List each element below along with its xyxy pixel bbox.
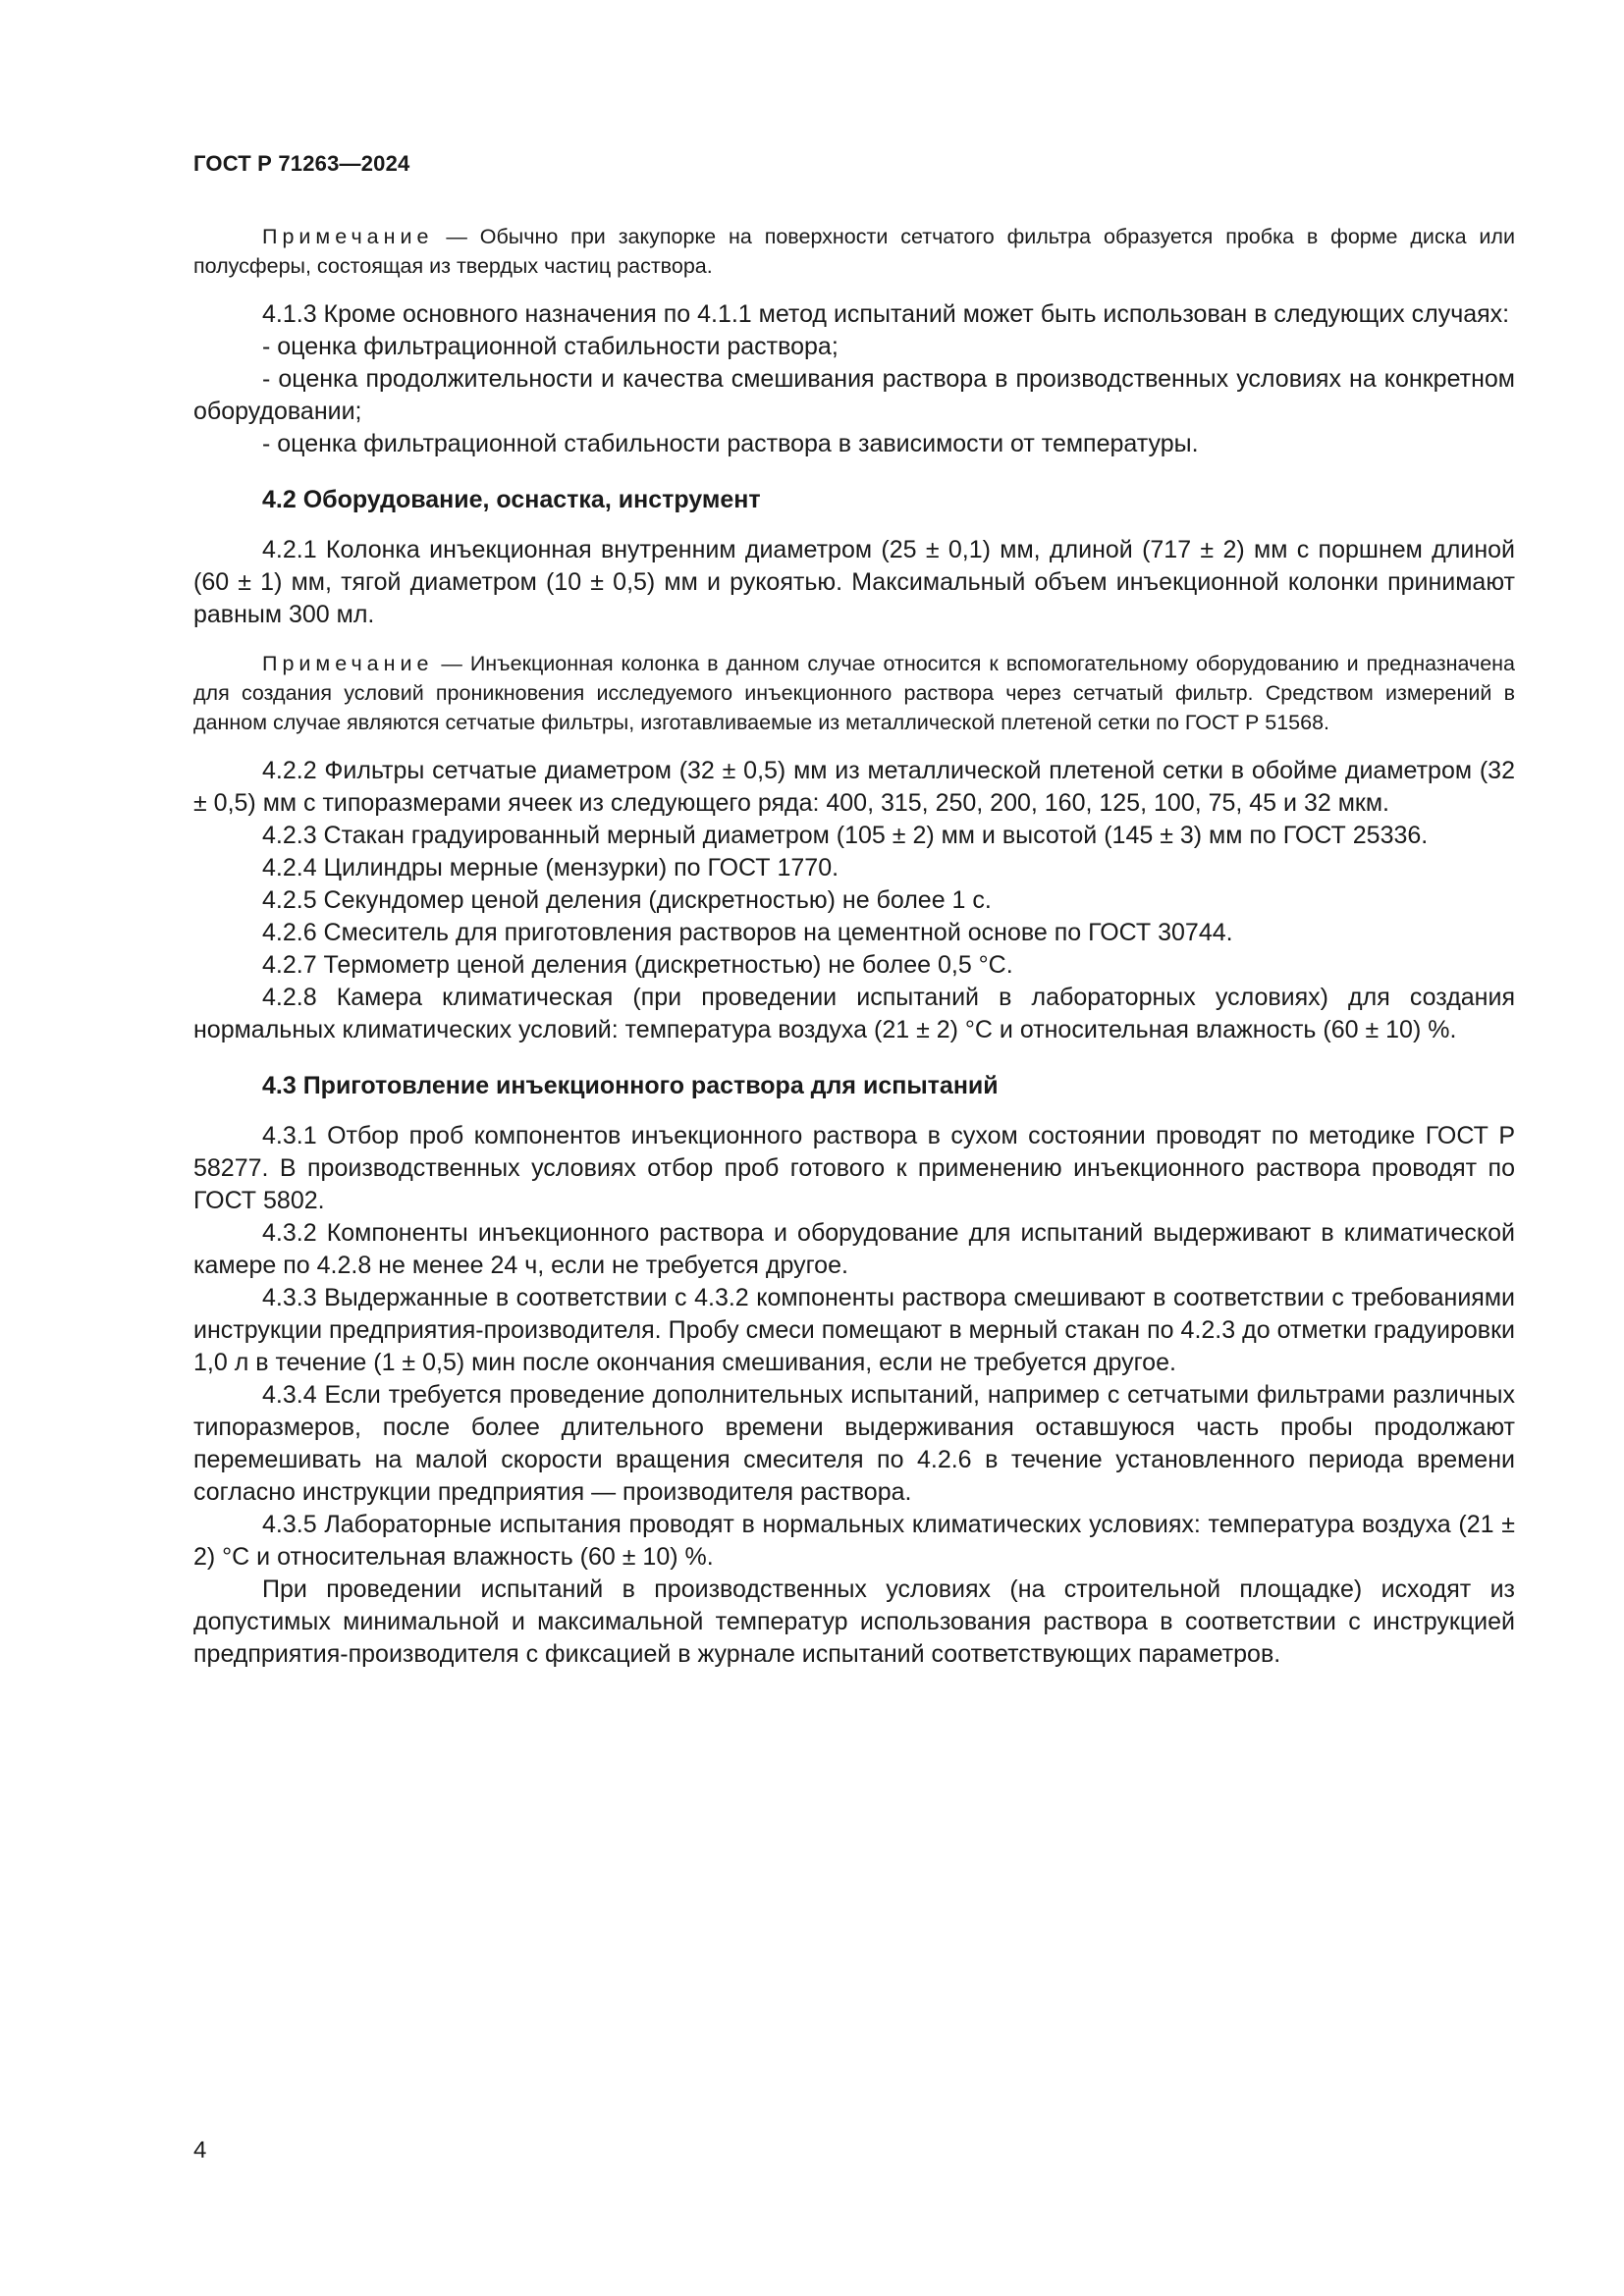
page-number: 4 bbox=[193, 2137, 207, 2163]
paragraph-4-3-2: 4.3.2 Компоненты инъекционного раствора и оборудование для испытаний выдерживают в климатической камере по 4.2.8 не менее 24 ч, если не требуется другое. bbox=[193, 1219, 1515, 1279]
note-paragraph bbox=[193, 649, 1515, 737]
paragraph-4-1-3: 4.1.3 Кроме основного назначения по 4.1.1 метод испытаний может быть использован в следующих случаях: bbox=[262, 300, 1510, 328]
note-text: — Инъекционная колонка в данном случае относится к вспомогательному оборудованию и предназначена для создания условий проникновения исследуемого инъекционного раствора через сетчатый фильтр. Средством измерений в данном случае являются сетчатые фильтры, изготавливаемые из металлической плетеной сетки по ГОСТ Р 51568. bbox=[193, 652, 1515, 734]
list-item: - оценка фильтрационной стабильности раствора в зависимости от температуры. bbox=[262, 430, 1199, 457]
paragraph-4-2-8: 4.2.8 Камера климатическая (при проведении испытаний в лабораторных условиях) для создания нормальных климатических условий: температура воздуха (21 ± 2) °С и относительная влажность (60 ± 10) %. bbox=[193, 984, 1515, 1043]
section-heading-4-3: 4.3 Приготовление инъекционного раствора для испытаний bbox=[262, 1072, 999, 1099]
note-paragraph bbox=[193, 222, 1515, 281]
paragraph-4-2-1: 4.2.1 Колонка инъекционная внутренним диаметром (25 ± 0,1) мм, длиной (717 ± 2) мм с поршнем длиной (60 ± 1) мм, тягой диаметром (10 ± 0,5) мм и рукоятью. Максимальный объем инъекционной колонки принимают равным 300 мл. bbox=[193, 536, 1515, 628]
document-header: ГОСТ Р 71263—2024 bbox=[193, 151, 410, 176]
paragraph-4-3-3: 4.3.3 Выдержанные в соответствии с 4.3.2 компоненты раствора смешивают в соответствии с требованиями инструкции предприятия-производителя. Пробу смеси помещают в мерный стакан по 4.2.3 до отметки градуировки 1,0 л в течение (1 ± 0,5) мин после окончания смешивания, если не требуется другое. bbox=[193, 1284, 1515, 1376]
paragraph-4-2-2: 4.2.2 Фильтры сетчатые диаметром (32 ± 0,5) мм из металлической плетеной сетки в обойме диаметром (32 ± 0,5) мм с типоразмерами ячеек из следующего ряда: 400, 315, 250, 200, 160, 125, 100, 75, 45 и 32 мкм. bbox=[193, 757, 1515, 817]
list-item: - оценка продолжительности и качества смешивания раствора в производственных условиях на конкретном оборудовании; bbox=[193, 365, 1515, 425]
note-text: — Обычно при закупорке на поверхности сетчатого фильтра образуется пробка в форме диска или полусферы, состоящая из твердых частиц раствора. bbox=[193, 225, 1515, 278]
note-label: Примечание bbox=[262, 225, 434, 248]
paragraph-4-3-4: 4.3.4 Если требуется проведение дополнительных испытаний, например с сетчатыми фильтрами различных типоразмеров, после более длительного времени выдерживания оставшуюся часть пробы продолжают перемешивать на малой скорости вращения смесителя по 4.2.6 в течение установленного периода времени согласно инструкции предприятия — производителя раствора. bbox=[193, 1381, 1515, 1506]
list-item: - оценка фильтрационной стабильности раствора; bbox=[262, 333, 839, 360]
paragraph-4-2-3: 4.2.3 Стакан градуированный мерный диаметром (105 ± 2) мм и высотой (145 ± 3) мм по ГОСТ 25336. bbox=[262, 822, 1429, 849]
paragraph-4-3-1: 4.3.1 Отбор проб компонентов инъекционного раствора в сухом состоянии проводят по методике ГОСТ Р 58277. В производственных условиях отбор проб готового к применению инъекционного раствора проводят по ГОСТ 5802. bbox=[193, 1122, 1515, 1214]
page-content bbox=[193, 222, 1515, 1671]
paragraph-4-3-5-continued: При проведении испытаний в производственных условиях (на строительной площадке) исходят из допустимых минимальной и максимальной температур использования раствора в соответствии с инструкцией предприятия-производителя с фиксацией в журнале испытаний соответствующих параметров. bbox=[193, 1575, 1515, 1668]
note-label: Примечание bbox=[262, 652, 434, 675]
paragraph-4-2-4: 4.2.4 Цилиндры мерные (мензурки) по ГОСТ 1770. bbox=[262, 854, 839, 881]
paragraph-4-2-5: 4.2.5 Секундомер ценой деления (дискретностью) не более 1 с. bbox=[262, 886, 992, 914]
paragraph-4-2-6: 4.2.6 Смеситель для приготовления растворов на цементной основе по ГОСТ 30744. bbox=[262, 919, 1233, 946]
section-heading-4-2: 4.2 Оборудование, оснастка, инструмент bbox=[262, 486, 761, 513]
paragraph-4-3-5: 4.3.5 Лабораторные испытания проводят в нормальных климатических условиях: температура воздуха (21 ± 2) °С и относительная влажность (60 ± 10) %. bbox=[193, 1511, 1515, 1571]
paragraph-4-2-7: 4.2.7 Термометр ценой деления (дискретностью) не более 0,5 °С. bbox=[262, 951, 1013, 979]
